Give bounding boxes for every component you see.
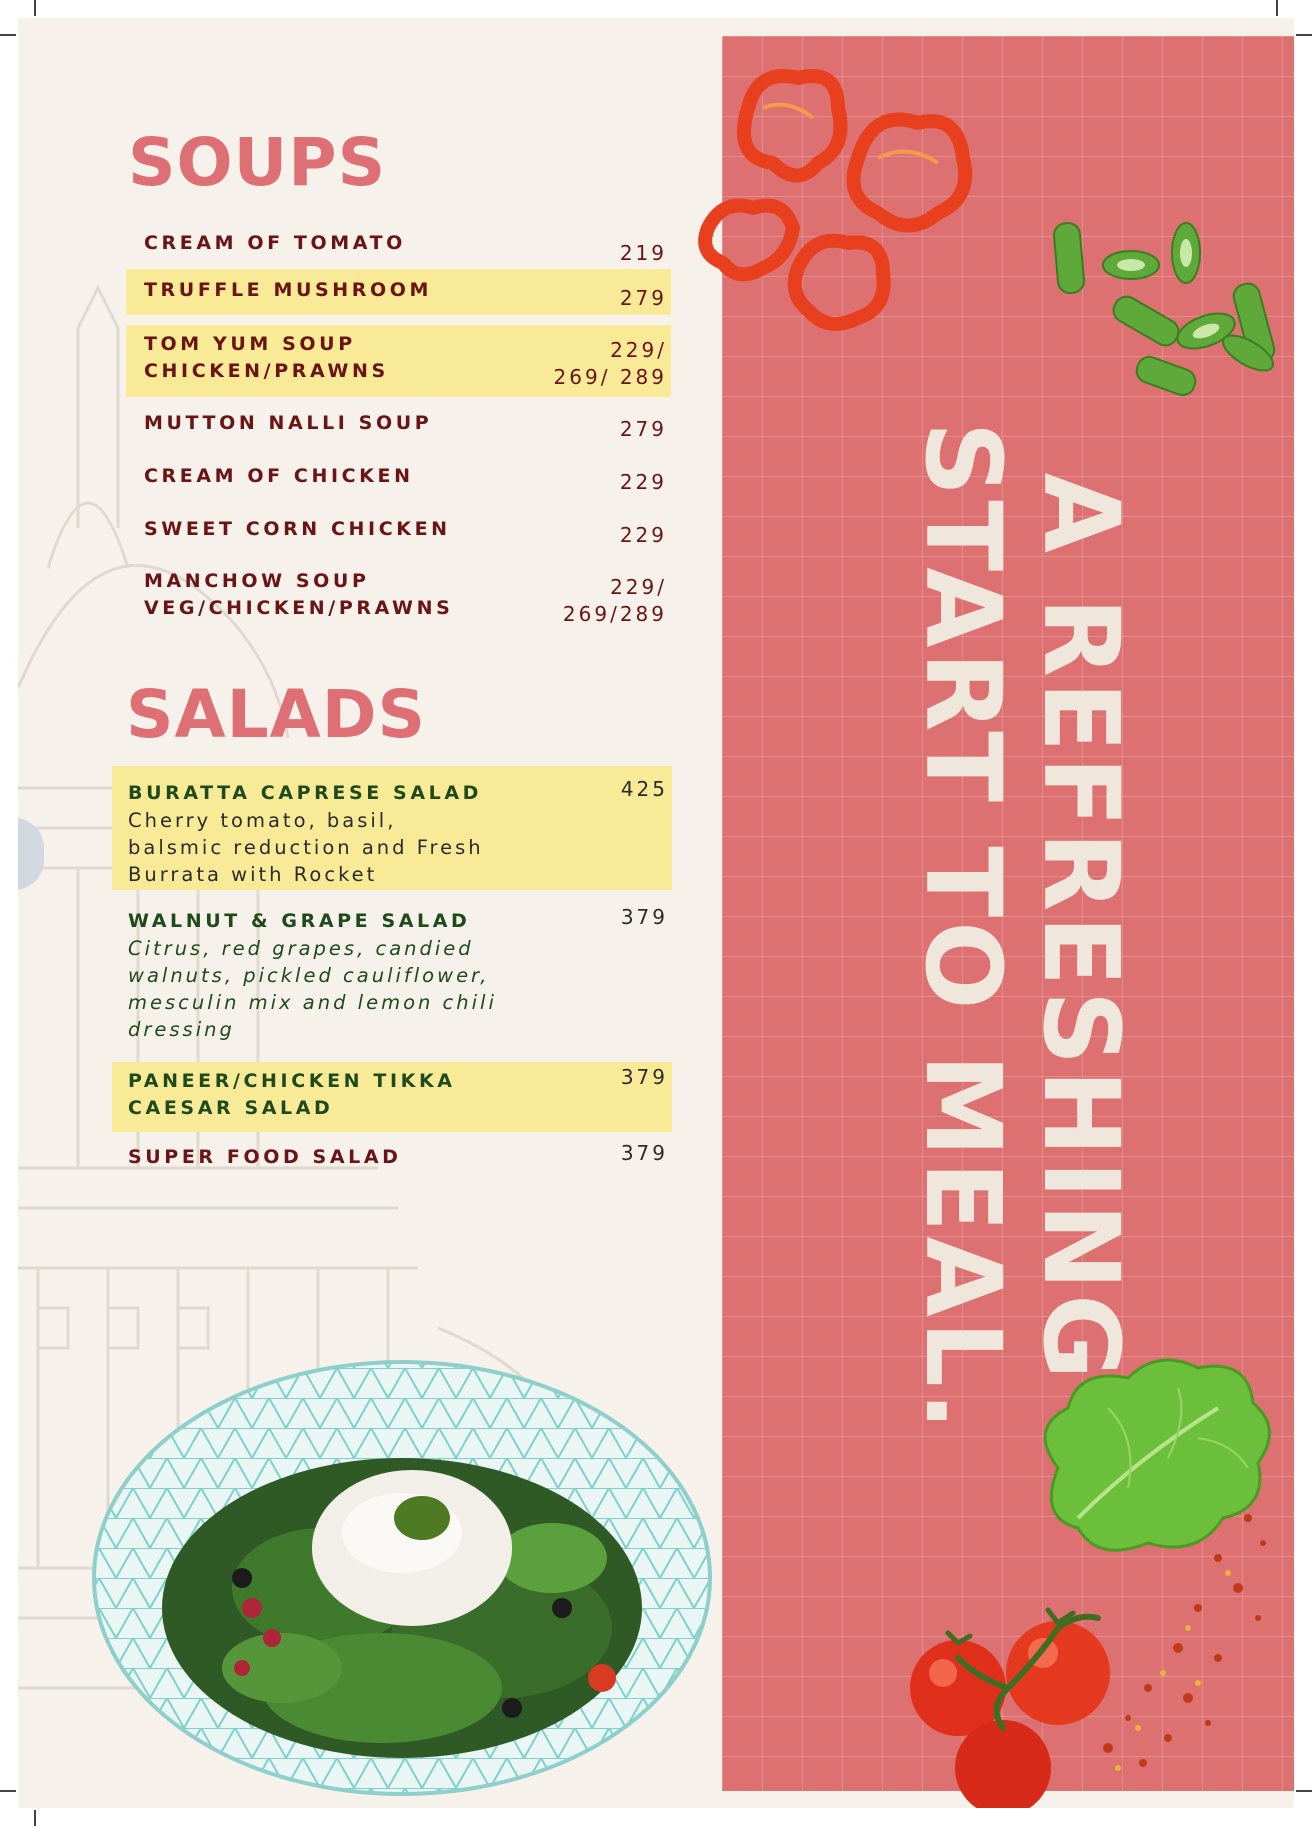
item-name: SWEET CORN CHICKEN xyxy=(144,518,451,540)
item-description: Citrus, red grapes, candied walnuts, pickled cauliflower, mesculin mix and lemon chili dressing xyxy=(128,937,497,1041)
salad-item-walnut-grape xyxy=(112,904,672,1044)
item-price: 229 xyxy=(619,470,667,494)
salad-item-paneer-chicken-tikka-caesar xyxy=(112,1062,672,1132)
item-name: PANEER/CHICKEN TIKKA CAESAR SALAD xyxy=(128,1070,456,1119)
tagline-line-1: A REFRESHING xyxy=(1020,472,1142,1384)
green-onion-pieces-image xyxy=(1036,223,1281,423)
tagline-line-2: START TO MEAL. xyxy=(902,421,1024,1435)
item-price: 379 xyxy=(620,1065,668,1089)
crop-mark xyxy=(34,1810,36,1826)
item-name: MANCHOW SOUP VEG/CHICKEN/PRAWNS xyxy=(144,570,454,619)
salads-heading: SALADS xyxy=(126,676,427,753)
soup-item-cream-of-tomato xyxy=(126,228,671,268)
item-name: CREAM OF CHICKEN xyxy=(144,465,414,487)
red-bell-pepper-rings-image xyxy=(688,48,1008,348)
crop-mark xyxy=(0,1790,16,1792)
item-name: TOM YUM SOUP CHICKEN/PRAWNS xyxy=(144,333,389,382)
soup-item-mutton-nalli xyxy=(126,410,671,450)
soup-item-truffle-mushroom xyxy=(126,269,671,315)
item-price: 229/ 269/289 xyxy=(562,575,667,626)
crop-mark xyxy=(0,34,16,36)
item-price: 379 xyxy=(620,1141,668,1165)
item-price: 219 xyxy=(619,241,667,265)
item-name: MUTTON NALLI SOUP xyxy=(144,412,433,434)
burrata-salad-bowl-image xyxy=(82,1308,742,1808)
item-name: SUPER FOOD SALAD xyxy=(128,1146,402,1168)
crop-mark xyxy=(34,0,36,16)
crop-mark xyxy=(1276,0,1278,16)
item-price: 229/ 269/ 289 xyxy=(553,338,667,389)
salad-item-super-food xyxy=(112,1141,672,1184)
item-name: WALNUT & GRAPE SALAD xyxy=(128,910,471,932)
item-description: Cherry tomato, basil, balsmic reduction and Fresh Burrata with Rocket xyxy=(128,809,484,886)
crop-mark xyxy=(1296,34,1312,36)
item-name: CREAM OF TOMATO xyxy=(144,232,406,254)
tagline xyxy=(904,421,1140,1434)
soup-item-sweet-corn-chicken xyxy=(126,516,671,556)
item-name: BURATTA CAPRESE SALAD xyxy=(128,782,483,804)
soup-item-tom-yum xyxy=(126,325,671,397)
soup-item-manchow xyxy=(126,568,671,638)
menu-page xyxy=(18,18,1294,1808)
item-price: 279 xyxy=(619,286,667,310)
item-price: 425 xyxy=(620,777,668,801)
soup-item-cream-of-chicken xyxy=(126,463,671,503)
soups-heading: SOUPS xyxy=(128,124,387,201)
item-name: TRUFFLE MUSHROOM xyxy=(144,279,433,301)
crop-mark xyxy=(1296,1790,1312,1792)
item-price: 379 xyxy=(620,905,668,929)
item-price: 229 xyxy=(619,523,667,547)
item-price: 279 xyxy=(619,417,667,441)
salad-item-buratta-caprese xyxy=(112,766,672,890)
tomatoes-on-vine-image xyxy=(898,1598,1138,1808)
